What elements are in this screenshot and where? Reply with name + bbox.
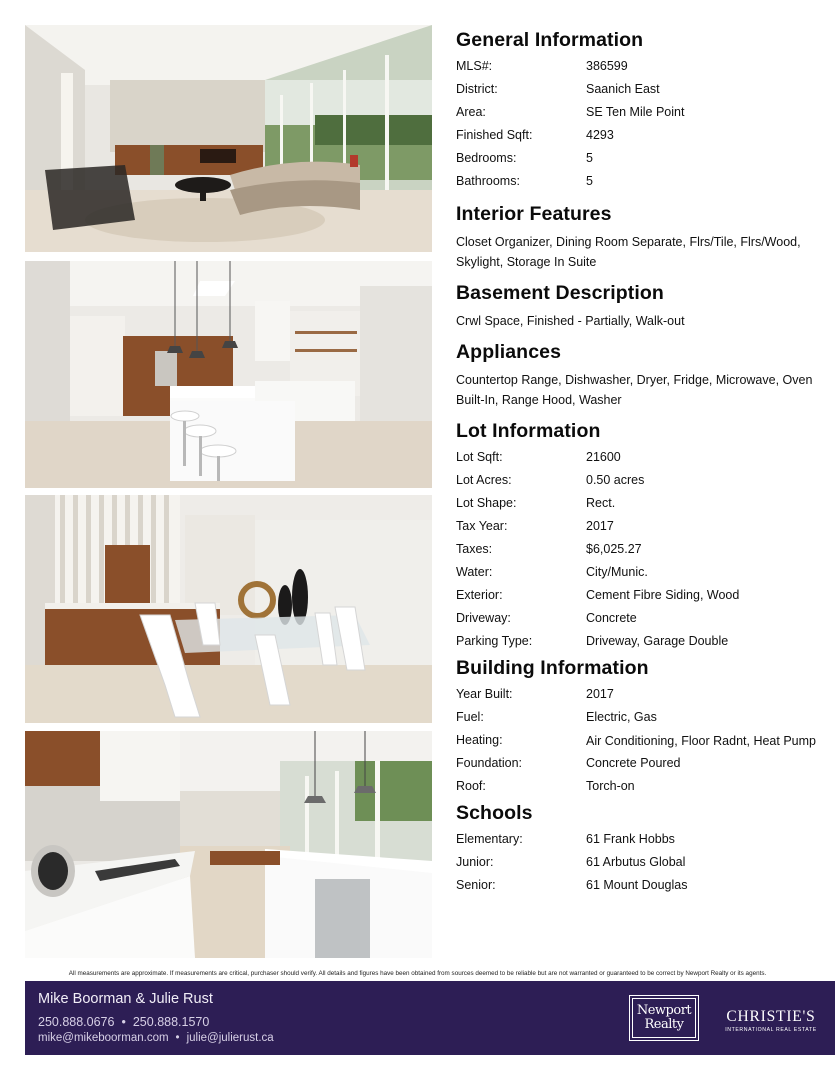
field-label: Lot Acres:: [456, 473, 512, 487]
building-row: [456, 752, 818, 775]
lot-row: [456, 607, 818, 630]
field-label: District:: [456, 82, 498, 96]
field-label: Tax Year:: [456, 519, 508, 533]
field-label: Foundation:: [456, 756, 523, 770]
photo-living-room: [25, 25, 432, 252]
school-row: [456, 828, 818, 851]
field-label: Bedrooms:: [456, 151, 517, 165]
field-value: City/Munic.: [586, 565, 648, 579]
basement-heading: Basement Description: [456, 282, 664, 304]
field-label: Junior:: [456, 855, 494, 869]
school-row: [456, 851, 818, 874]
disclaimer-text: All measurements are approximate. If measurements are critical, purchaser should verify. All details and figures have been obtained from sources deemed to be reliable but are not warranted or guaranteed to be correct by Newport Realty or its agents.: [68, 970, 767, 977]
agent-names: Mike Boorman & Julie Rust: [38, 991, 213, 1007]
schools-heading: Schools: [456, 802, 533, 824]
bullet-separator: •: [175, 1032, 180, 1044]
agent-emails: [38, 1032, 274, 1044]
appliances-text: Countertop Range, Dishwasher, Dryer, Fridge, Microwave, Oven Built-In, Range Hood, Washer: [456, 373, 813, 407]
lot-row: [456, 446, 818, 469]
general-row-bathrooms: [456, 170, 818, 193]
newport-realty-logo: [629, 995, 699, 1041]
logo-text: Newport: [636, 1003, 692, 1018]
field-value: Torch-on: [586, 779, 635, 793]
field-value: 4293: [586, 128, 614, 142]
lot-row: [456, 538, 818, 561]
field-label: Elementary:: [456, 832, 523, 846]
building-row: [456, 683, 818, 706]
field-value: SE Ten Mile Point: [586, 105, 685, 119]
field-value: Concrete: [586, 611, 637, 625]
field-label: Senior:: [456, 878, 496, 892]
field-label: Parking Type:: [456, 634, 533, 648]
field-label: Water:: [456, 565, 493, 579]
field-label: Finished Sqft:: [456, 128, 533, 142]
lot-heading: Lot Information: [456, 420, 601, 442]
logo-text: Realty: [644, 1017, 684, 1032]
general-row-sqft: [456, 124, 818, 147]
field-value: 21600: [586, 450, 621, 464]
general-row-bedrooms: [456, 147, 818, 170]
photo-kitchen: [25, 261, 432, 488]
logo-subtext: INTERNATIONAL REAL ESTATE: [725, 1027, 817, 1033]
field-value: Rect.: [586, 496, 616, 510]
general-row-mls: [456, 55, 818, 78]
field-label: Year Built:: [456, 687, 513, 701]
lot-row: [456, 584, 818, 607]
field-value: 0.50 acres: [586, 473, 645, 487]
phone-link[interactable]: 250.888.1570: [132, 1015, 210, 1029]
general-info-list: [456, 55, 818, 193]
christies-logo: [717, 1008, 825, 1033]
photo-dining-room: [25, 495, 432, 723]
field-value: Cement Fibre Siding, Wood: [586, 588, 740, 602]
agent-phones: [38, 1015, 209, 1029]
field-label: Heating:: [456, 733, 503, 747]
general-row-area: [456, 101, 818, 124]
building-row: [456, 729, 818, 752]
school-row: [456, 874, 818, 897]
field-value: Air Conditioning, Floor Radnt, Heat Pump: [586, 734, 816, 748]
field-value: 5: [586, 151, 593, 165]
field-value: $6,025.27: [586, 542, 642, 556]
field-label: Bathrooms:: [456, 174, 520, 188]
building-row: [456, 775, 818, 798]
field-value: 2017: [586, 687, 614, 701]
field-value: 61 Frank Hobbs: [586, 832, 675, 846]
field-label: MLS#:: [456, 59, 493, 73]
logo-text: CHRISTIE'S: [726, 1008, 816, 1025]
email-link[interactable]: mike@mikeboorman.com: [38, 1032, 169, 1044]
general-row-district: [456, 78, 818, 101]
field-value: 2017: [586, 519, 614, 533]
lot-row: [456, 515, 818, 538]
phone-link[interactable]: 250.888.0676: [38, 1015, 115, 1029]
schools-list: [456, 828, 818, 897]
field-value: Concrete Poured: [586, 756, 681, 770]
field-label: Lot Shape:: [456, 496, 517, 510]
property-details: [456, 25, 818, 897]
field-label: Taxes:: [456, 542, 493, 556]
field-label: Driveway:: [456, 611, 511, 625]
field-value: 5: [586, 174, 593, 188]
field-value: 61 Mount Douglas: [586, 878, 688, 892]
field-value: 61 Arbutus Global: [586, 855, 686, 869]
lot-row: [456, 492, 818, 515]
general-info-heading: General Information: [456, 29, 644, 51]
lot-info-list: [456, 446, 818, 653]
field-label: Roof:: [456, 779, 486, 793]
lot-row: [456, 561, 818, 584]
bullet-separator: •: [121, 1015, 126, 1029]
footer-banner: [25, 981, 835, 1055]
building-info-list: [456, 683, 818, 798]
building-heading: Building Information: [456, 657, 649, 679]
field-label: Exterior:: [456, 588, 503, 602]
building-row: [456, 706, 818, 729]
interior-text: Closet Organizer, Dining Room Separate, Flrs/Tile, Flrs/Wood, Skylight, Storage In Suite: [456, 235, 801, 269]
lot-row: [456, 630, 818, 653]
field-value: 386599: [586, 59, 628, 73]
email-link[interactable]: julie@julierust.ca: [186, 1032, 274, 1044]
basement-text: Crwl Space, Finished - Partially, Walk-out: [456, 314, 685, 328]
field-label: Lot Sqft:: [456, 450, 503, 464]
appliances-heading: Appliances: [456, 341, 562, 363]
field-label: Area:: [456, 105, 486, 119]
photo-kitchen-counter: [25, 731, 432, 958]
field-value: Driveway, Garage Double: [586, 634, 729, 648]
field-value: Saanich East: [586, 82, 660, 96]
interior-heading: Interior Features: [456, 203, 612, 225]
field-label: Fuel:: [456, 710, 484, 724]
field-value: Electric, Gas: [586, 710, 657, 724]
lot-row: [456, 469, 818, 492]
